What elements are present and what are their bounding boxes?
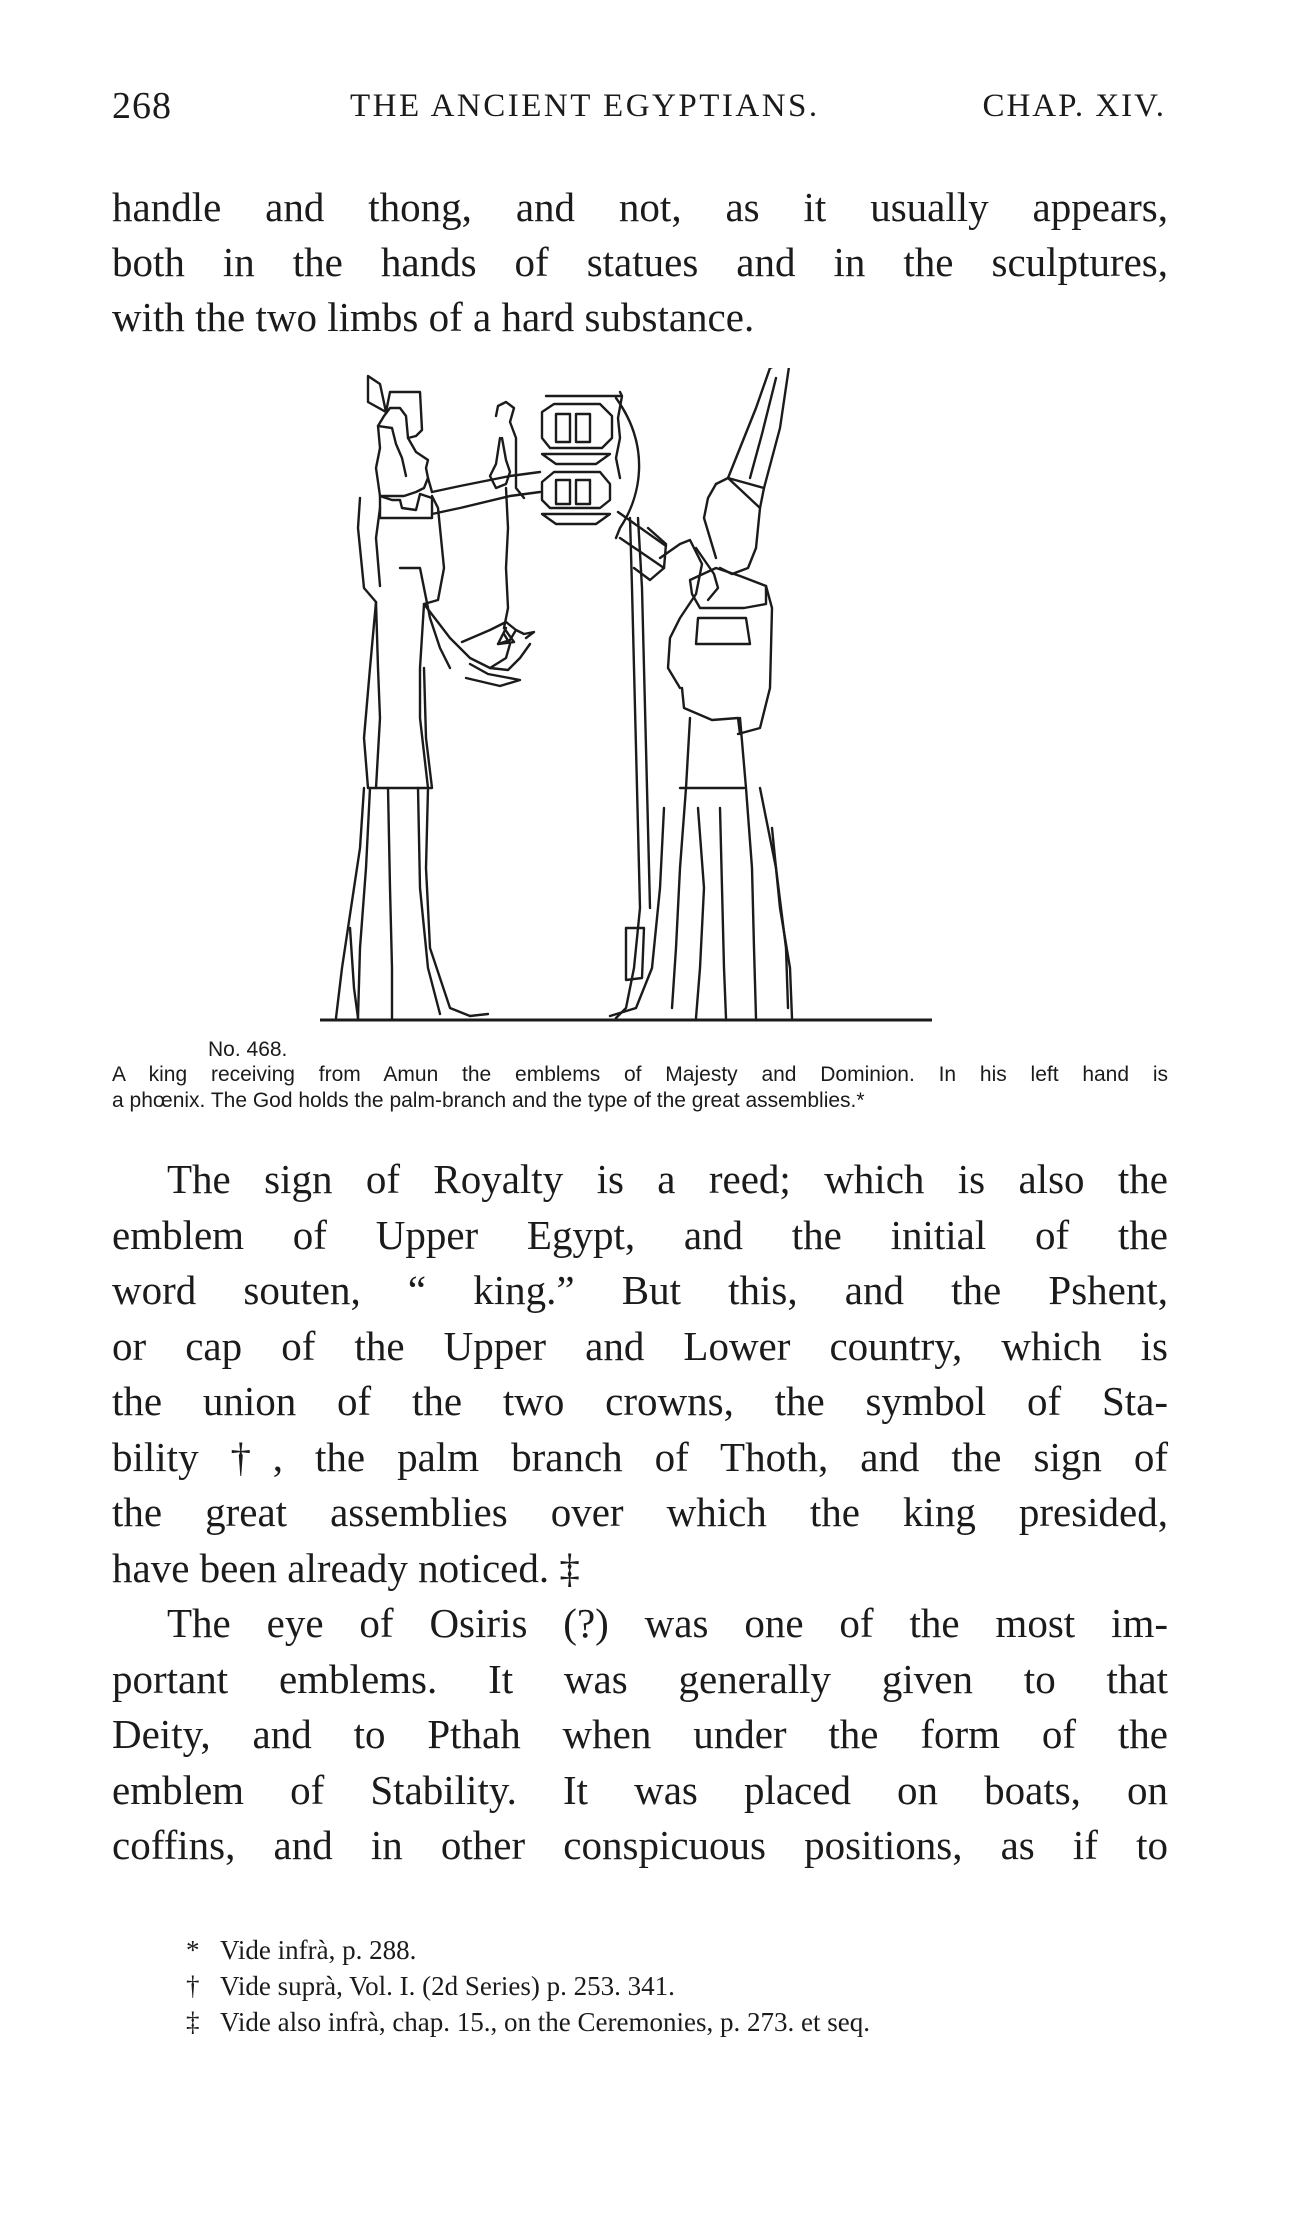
footnote-text: Vide also infrà, chap. 15., on the Ceremonies, p. 273. et seq. <box>220 2007 870 2037</box>
royal-emblems <box>490 392 639 644</box>
chapter-label: CHAP. XIV. <box>982 88 1166 124</box>
text-line: emblem of Upper Egypt, and the initial of the <box>112 1211 1168 1258</box>
body-text <box>112 1152 1168 1874</box>
footnotes <box>186 1932 1176 2040</box>
text-line: emblem of Stability. It was placed on boats, on <box>112 1766 1168 1813</box>
figure-number: No. 468. <box>208 1038 288 1061</box>
amun-figure <box>610 368 792 1018</box>
running-header <box>112 84 1166 134</box>
text-line: The sign of Royalty is a reed; which is also the <box>167 1156 1168 1202</box>
footnote-text: Vide suprà, Vol. I. (2d Series) p. 253. 341. <box>220 1971 675 2001</box>
text-line: with the two limbs of a hard substance. <box>112 294 755 340</box>
text-line: Deity, and to Pthah when under the form of the <box>112 1711 1168 1757</box>
engraving-king-and-amun <box>320 368 932 1028</box>
phoenix-figure <box>462 622 534 686</box>
text-line: the union of the two crowns, the symbol of Sta- <box>112 1378 1168 1424</box>
caption-line: a phœnix. The God holds the palm-branch and the type of the great assemblies.* <box>112 1089 865 1112</box>
footnote-mark: † <box>186 1971 200 2001</box>
footnote <box>186 2004 1176 2040</box>
text-line: bility †, the palm branch of Thoth, and the sign of <box>112 1433 1168 1480</box>
top-paragraph <box>112 180 1168 345</box>
footnote-mark: * <box>186 1935 200 1965</box>
text-line: portant emblems. It was generally given to that <box>112 1655 1168 1702</box>
footnote-text: Vide infrà, p. 288. <box>220 1935 417 1965</box>
footnote <box>186 1932 1176 1968</box>
figure-caption <box>112 1062 1168 1114</box>
text-line: word souten, “ king.” But this, and the Pshent, <box>112 1267 1168 1313</box>
page-number: 268 <box>112 85 172 127</box>
text-line: both in the hands of statues and in the sculptures, <box>112 239 1168 285</box>
text-line: coffins, and in other conspicuous positions, as if to <box>112 1822 1168 1868</box>
text-line: The eye of Osiris (?) was one of the most im- <box>167 1600 1168 1646</box>
text-line: have been already noticed. ‡ <box>112 1544 580 1591</box>
text-line: the great assemblies over which the king presided, <box>112 1489 1168 1535</box>
footnote-mark: ‡ <box>186 2007 200 2037</box>
text-line: or cap of the Upper and Lower country, which is <box>112 1322 1168 1369</box>
running-title: THE ANCIENT EGYPTIANS. <box>350 88 820 124</box>
text-line: handle and thong, and not, as it usually appears, <box>112 184 1168 230</box>
footnote <box>186 1968 1176 2004</box>
caption-line: A king receiving from Amun the emblems of Majesty and Dominion. In his left hand is <box>112 1063 1168 1086</box>
